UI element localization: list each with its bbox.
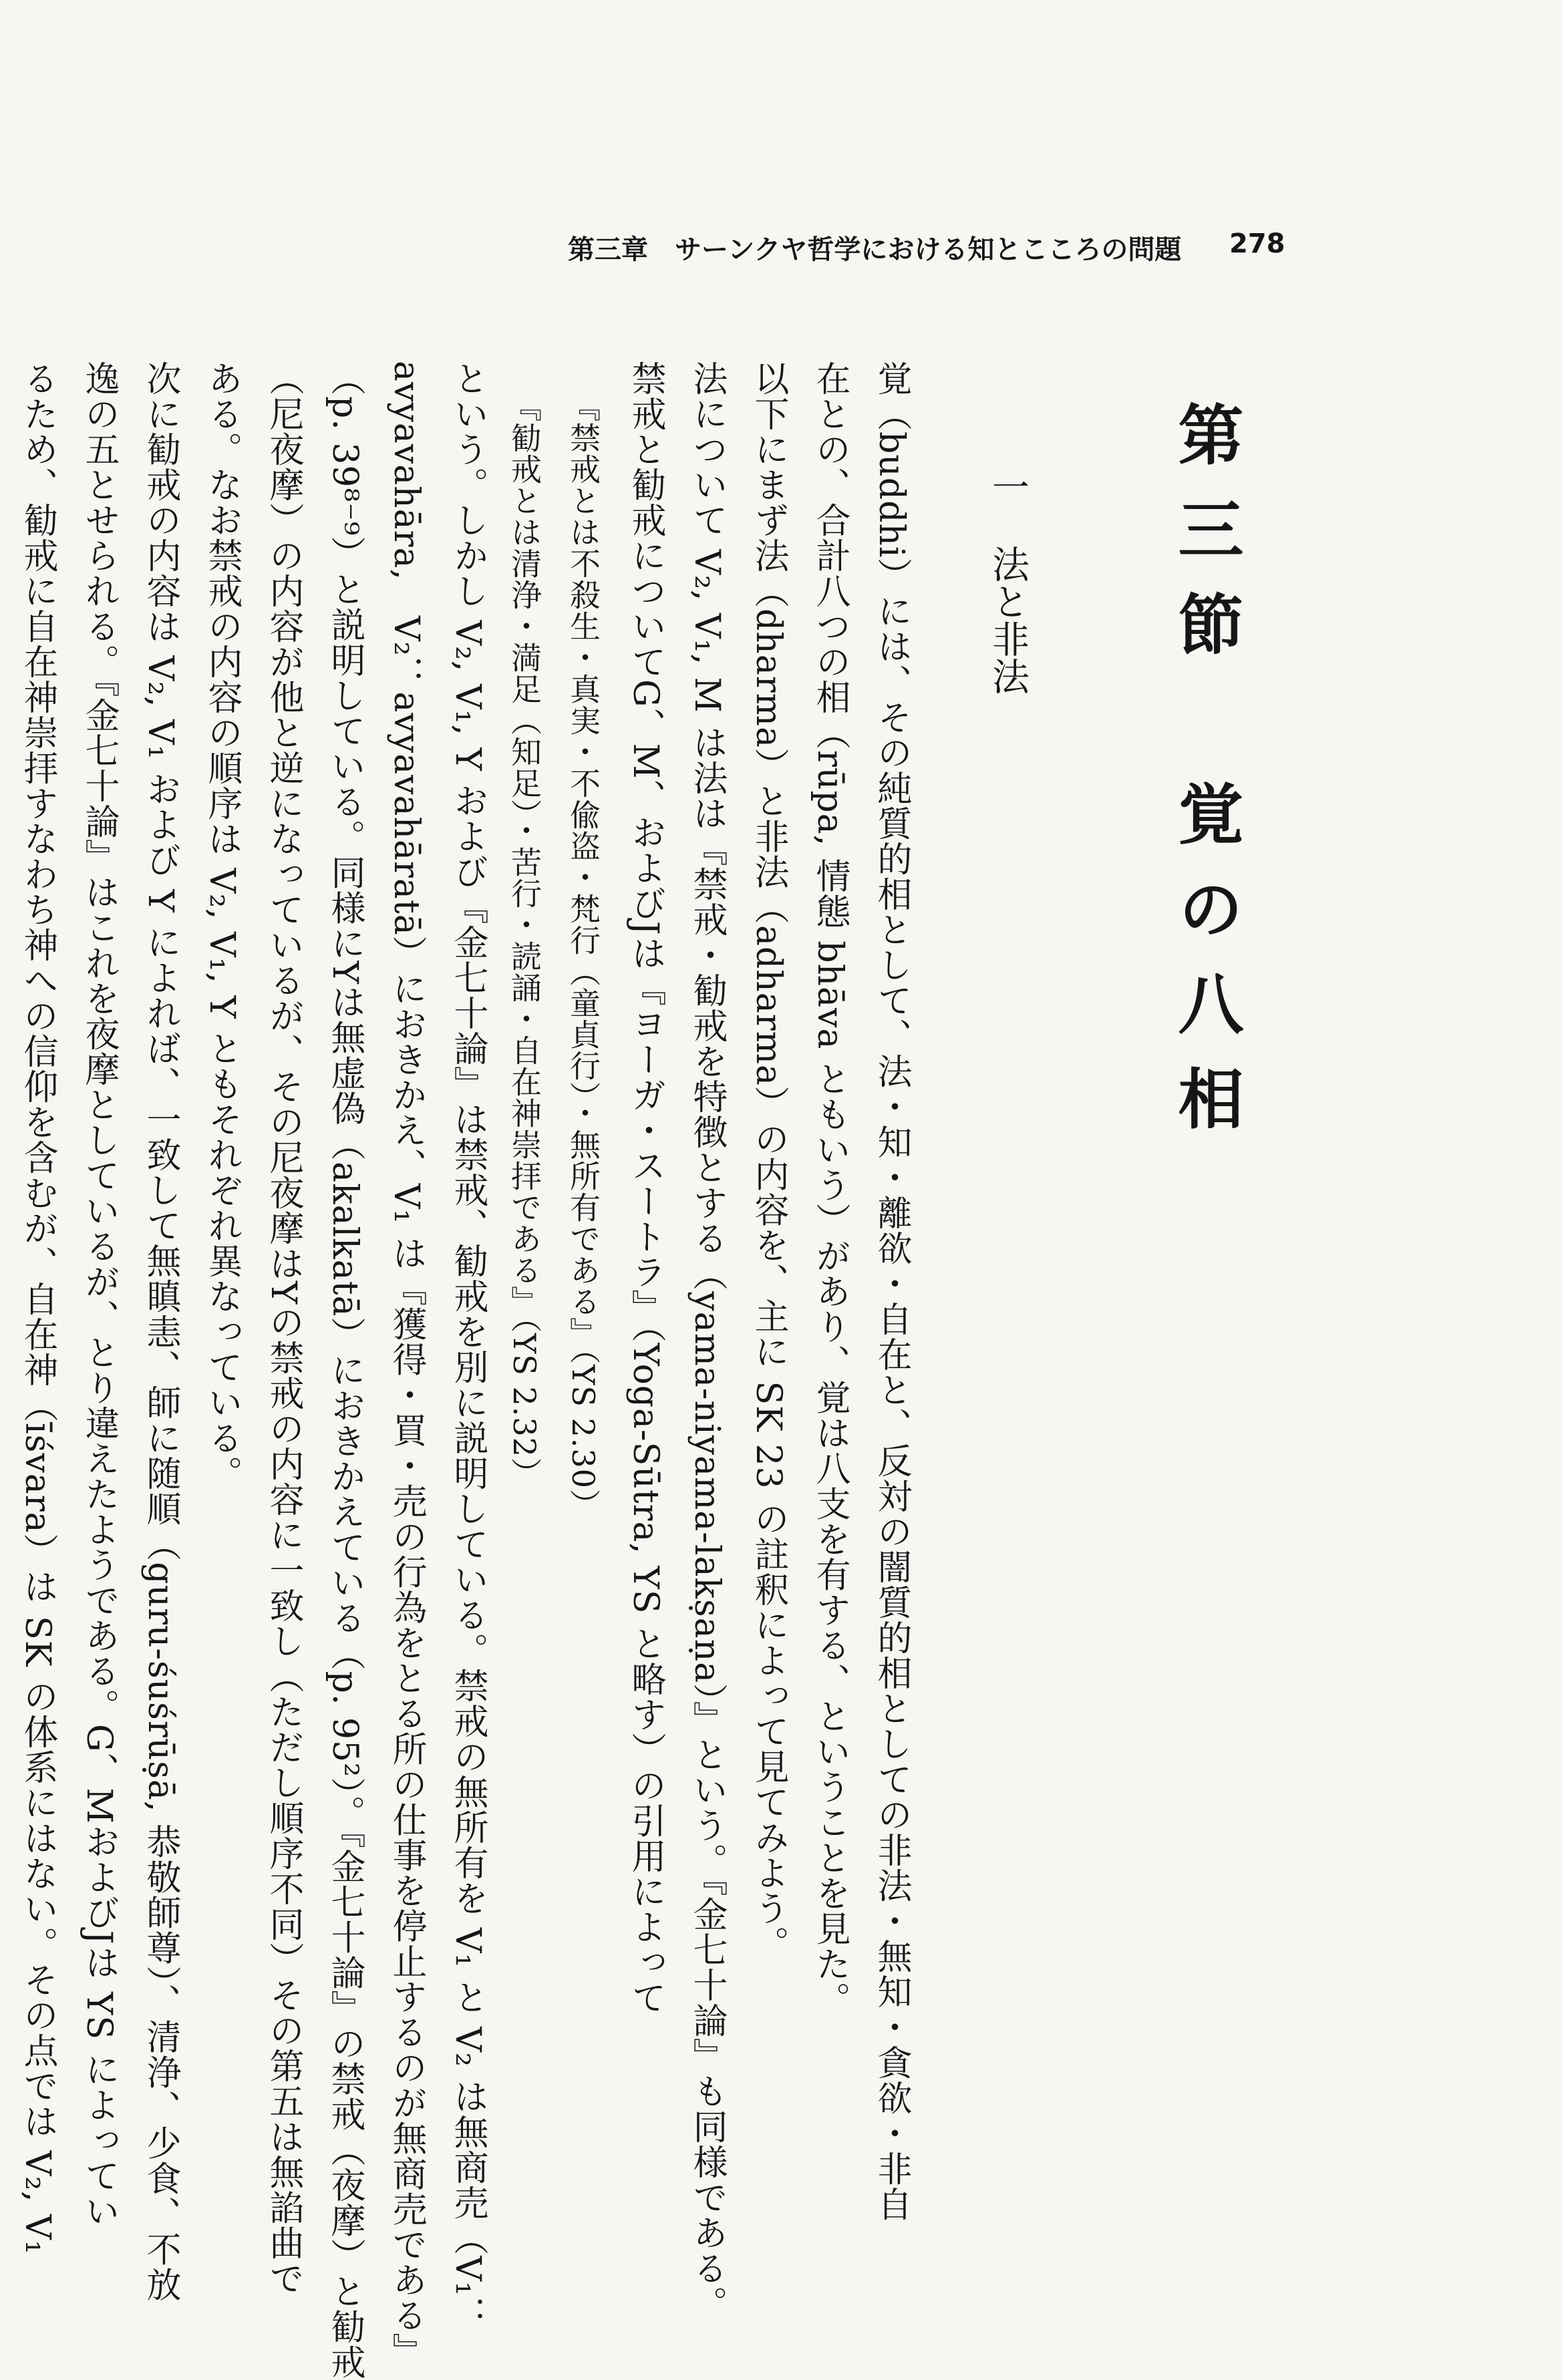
- running-title: 第三章 サーンクヤ哲学における知とこころの問題: [568, 234, 1182, 265]
- text-column: 逸の五とせられる。『金七十論』はこれを夜摩としているが、とり違えたようである。G、MおよびJは YS によってい: [79, 361, 119, 2229]
- text-column: 法について V₂, V₁, M は法は『禁戒・勧戒を特徴とする（yama-niyama-lakṣaṇa）』という。『金七十論』も同様である。: [687, 361, 727, 2322]
- text-column: という。しかし V₂, V₁, Y および『金七十論』は禁戒、勧戒を別に説明している。禁戒の無所有を V₁ と V₂ は無商売（V₁：: [448, 361, 488, 2332]
- text-column: 在との、合計八つの相（rūpa, 情態 bhāva ともいう）があり、覚は八支を有する、ということを見た。: [810, 361, 850, 2017]
- text-column: 次に勧戒の内容は V₂, V₁ および Y によれば、一致して無瞋恚、師に随順（guru-śuśrūṣā, 恭敬師尊）、清浄、少食、不放: [140, 361, 180, 2303]
- section-title: 第三節 覚の八相: [1167, 401, 1244, 1160]
- quote-column: 『禁戒とは不殺生・真実・不偸盗・梵行（童貞行）・無所有である』（YS 2.30）: [565, 391, 601, 1520]
- text-column: 禁戒と勧戒についてG、M、およびJは『ヨーガ・スートラ』（Yoga-Sūtra, YS と略す）の引用によって: [625, 361, 665, 2016]
- subsection-title: 法と非法: [986, 545, 1030, 695]
- text-column: 覚（buddhi）には、その純質的相として、法・知・離欲・自在と、反対の闇質的相としての非法・無知・貪欲・非自: [871, 361, 911, 2222]
- text-column: （p. 39⁸⁻⁹）と説明している。同様にYは無虚偽（akalkatā）におきかえている（p. 95²）。『金七十論』の禁戒（夜摩）と勧戒: [325, 361, 365, 2380]
- text-column: ある。なお禁戒の内容の順序は V₂, V₁, Y ともそれぞれ異なっている。: [202, 361, 242, 1492]
- subsection-heading: [986, 468, 1030, 695]
- text-column: （尼夜摩）の内容が他と逆になっているが、その尼夜摩はYの禁戒の内容に一致し（ただし順序不同）その第五は無諂曲で: [263, 361, 303, 2297]
- running-header: [568, 228, 1303, 269]
- text-column: 以下にまず法（dharma）と非法（adharma）の内容を、主に SK 23 の註釈によって見てみよう。: [748, 361, 788, 1962]
- text-column: avyavahāra, V₂：avyavahāratā）におきかえ、V₁ は『獲得・買・売の行為をとる所の仕事を停止するのが無商売である』: [386, 361, 426, 2369]
- page-number: 278: [1229, 228, 1285, 259]
- subsection-number: 一: [986, 468, 1030, 505]
- text-column: るため、勧戒に自在神崇拝すなわち神への信仰を含むが、自在神（īśvara）は SK の体系にはない。その点では V₂, V₁: [17, 361, 57, 2255]
- quote-column: 『勧戒とは清浄・満足（知足）・苦行・読誦・自在神崇拝である』（YS 2.32）: [506, 391, 542, 1489]
